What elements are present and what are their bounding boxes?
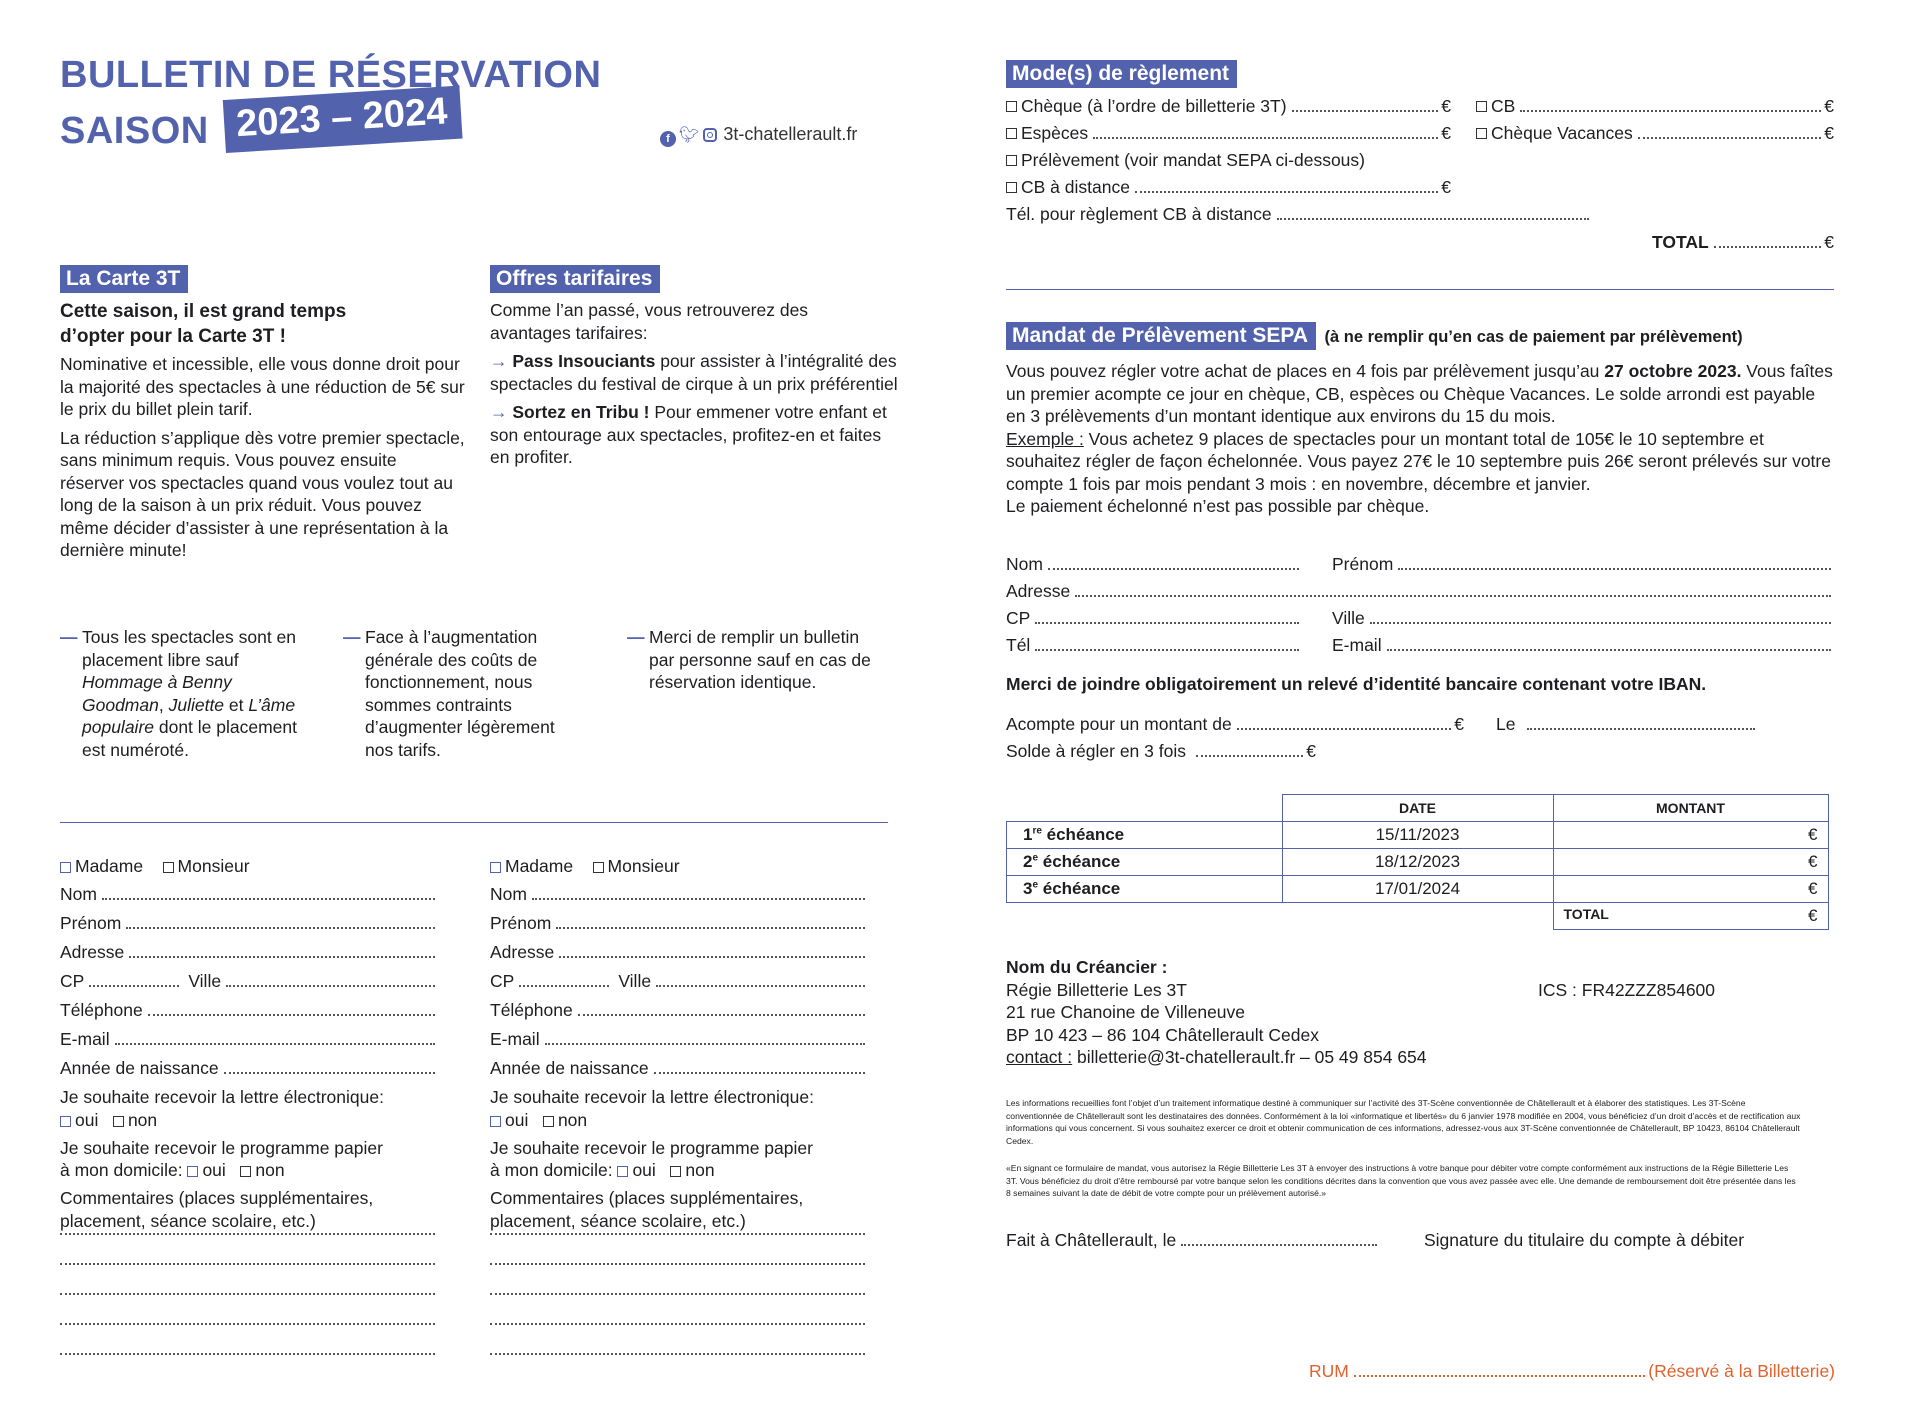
note-tarifs: — Face à l’augmentation générale des coûts de fonctionnement, nous sommes contraints d’augmenter légèrement nos tarifs. bbox=[343, 627, 555, 760]
offres-heading: Offres tarifaires bbox=[490, 265, 660, 293]
montant-cell[interactable]: € bbox=[1553, 875, 1828, 902]
reglement-left bbox=[1006, 95, 1451, 203]
sepa-cp-field[interactable]: CP bbox=[1006, 607, 1302, 634]
cb-distance-option[interactable]: CB à distance € bbox=[1006, 176, 1451, 203]
offres-item-pass: → Pass Insouciants pour assister à l’intégralité des spectacles du festival de cirque à un prix préférentiel bbox=[490, 351, 898, 394]
note-bulletin: — Merci de remplir un bulletin par personne sauf en cas de réservation identique. bbox=[627, 627, 871, 692]
table-total[interactable]: TOTAL € bbox=[1553, 902, 1828, 929]
prelevement-option[interactable]: Prélèvement (voir mandat SEPA ci-dessous) bbox=[1006, 149, 1451, 176]
acompte-date-field[interactable]: Le bbox=[1496, 713, 1758, 740]
lettre-non-checkbox[interactable] bbox=[113, 1116, 124, 1127]
montant-cell[interactable]: € bbox=[1553, 848, 1828, 875]
nom-field[interactable]: Nom bbox=[60, 883, 438, 912]
acompte-field[interactable]: Acompte pour un montant de € bbox=[1006, 714, 1464, 734]
sepa-ville-field[interactable]: Ville bbox=[1332, 607, 1834, 634]
montant-header: MONTANT bbox=[1553, 795, 1828, 822]
contact-link[interactable]: billetterie@3t-chatellerault.fr – 05 49 854 654 bbox=[1072, 1047, 1427, 1067]
signature-block bbox=[1006, 1229, 1836, 1252]
madame-checkbox[interactable] bbox=[60, 862, 71, 873]
table-row: 2e échéance 18/12/2023 € bbox=[1007, 848, 1829, 875]
offres-section bbox=[490, 265, 900, 469]
sepa-heading-wrap bbox=[1006, 322, 1743, 350]
website-link[interactable]: 3t-chatellerault.fr bbox=[723, 124, 858, 144]
prenom-field[interactable]: Prénom bbox=[60, 912, 438, 941]
person-form-2: Madame Monsieur Nom Prénom Adresse CP Ville Téléphone E-mail Année de naissance Je souhaite recevoir la lettre électronique: oui non Je souhaite recevoir le programme papier à mon domicile: oui non Commentaires (places supplémentaires, placement, séance scolaire, etc.) bbox=[490, 855, 868, 1382]
telephone-field[interactable]: Téléphone bbox=[60, 999, 438, 1028]
fait-field[interactable]: Fait à Châtellerault, le bbox=[1006, 1229, 1380, 1252]
lettre-label: Je souhaite recevoir la lettre électronique: bbox=[490, 1087, 814, 1107]
sepa-subheading: (à ne remplir qu’en cas de paiement par prélèvement) bbox=[1324, 328, 1743, 346]
adresse-field[interactable]: Adresse bbox=[490, 941, 868, 970]
lettre-oui-checkbox[interactable] bbox=[60, 1116, 71, 1127]
cp-ville-field[interactable]: CP Ville bbox=[490, 970, 868, 999]
programme-oui-checkbox[interactable] bbox=[187, 1166, 198, 1177]
especes-option[interactable]: Espèces € bbox=[1006, 122, 1451, 149]
cb-option[interactable]: CB € bbox=[1476, 95, 1834, 122]
page-title-line2: SAISON bbox=[60, 110, 209, 152]
nom-field[interactable]: Nom bbox=[490, 883, 868, 912]
email-field[interactable]: E-mail bbox=[490, 1028, 868, 1057]
annee-field[interactable]: Année de naissance bbox=[60, 1057, 438, 1086]
sepa-email-field[interactable]: E-mail bbox=[1332, 634, 1834, 661]
madame-checkbox[interactable] bbox=[490, 862, 501, 873]
sepa-prenom-field[interactable]: Prénom bbox=[1332, 553, 1834, 580]
monsieur-checkbox[interactable] bbox=[593, 862, 604, 873]
commentaires-field[interactable] bbox=[60, 1232, 438, 1382]
prenom-field[interactable]: Prénom bbox=[490, 912, 868, 941]
tel-cb-field[interactable]: Tél. pour règlement CB à distance bbox=[1006, 203, 1592, 226]
offres-intro: Comme l’an passé, vous retrouverez des avantages tarifaires: bbox=[490, 300, 809, 343]
commentaires-label: Commentaires (places supplémentaires, placement, séance scolaire, etc.) bbox=[490, 1188, 804, 1231]
cheque-option[interactable]: Chèque (à l’ordre de billetterie 3T) € bbox=[1006, 95, 1451, 122]
creancier-block: Nom du Créancier : Régie Billetterie Les 3T 21 rue Chanoine de Villeneuve BP 10 423 – 86 104 Châtellerault Cedex contact : billetterie@3t-chatellerault.fr – 05 49 854 654 bbox=[1006, 957, 1427, 1067]
season-label: 2023 – 2024 bbox=[223, 86, 463, 153]
instagram-icon[interactable] bbox=[703, 128, 717, 142]
page-title-line1: BULLETIN DE RÉSERVATION bbox=[60, 54, 602, 96]
annee-field[interactable]: Année de naissance bbox=[490, 1057, 868, 1086]
lettre-label: Je souhaite recevoir la lettre électronique: bbox=[60, 1087, 384, 1107]
carte3t-heading: La Carte 3T bbox=[60, 265, 188, 293]
season-badge bbox=[226, 90, 463, 153]
lettre-non-checkbox[interactable] bbox=[543, 1116, 554, 1127]
programme-oui-checkbox[interactable] bbox=[617, 1166, 628, 1177]
montant-cell[interactable]: € bbox=[1553, 821, 1828, 848]
lettre-oui-checkbox[interactable] bbox=[490, 1116, 501, 1127]
date-header: DATE bbox=[1282, 795, 1553, 822]
reglement-right bbox=[1476, 95, 1834, 149]
legal-notice-2: «En signant ce formulaire de mandat, vous autorisez la Régie Billetterie Les 3T à envoyer des instructions à votre banque pour débiter votre compte conformément aux instructions de la Régie Billetterie Les 3T. Vous bénéficiez du droit d’être remboursé par votre banque selon les conditions décrites dans la convention que vous avez passée avec elle. Une demande de remboursement doit être présentée dans les 8 semaines suivant la date de débit de votre compte pour un prélèvement autorisé.» bbox=[1006, 1163, 1796, 1198]
monsieur-checkbox[interactable] bbox=[163, 862, 174, 873]
sepa-adresse-field[interactable]: Adresse bbox=[1006, 580, 1834, 607]
social-links bbox=[660, 124, 857, 147]
sepa-tel-field[interactable]: Tél bbox=[1006, 634, 1302, 661]
email-field[interactable]: E-mail bbox=[60, 1028, 438, 1057]
sepa-heading: Mandat de Prélèvement SEPA bbox=[1006, 322, 1316, 350]
carte3t-section bbox=[60, 265, 465, 562]
telephone-field[interactable]: Téléphone bbox=[490, 999, 868, 1028]
programme-non-checkbox[interactable] bbox=[670, 1166, 681, 1177]
programme-non-checkbox[interactable] bbox=[240, 1166, 251, 1177]
facebook-icon[interactable]: f bbox=[660, 131, 676, 147]
person-form-1: Madame Monsieur Nom Prénom Adresse CP Ville Téléphone E-mail Année de naissance Je souhaite recevoir la lettre électronique: oui non Je souhaite recevoir le programme papier à mon domicile: oui non Commentaires (places supplémentaires, placement, séance scolaire, etc.) bbox=[60, 855, 438, 1382]
carte3t-lead: Cette saison, il est grand temps d’opter pour la Carte 3T ! bbox=[60, 301, 347, 348]
programme-label: Je souhaite recevoir le programme papier bbox=[60, 1137, 383, 1158]
solde-field[interactable]: Solde à régler en 3 fois € bbox=[1006, 741, 1316, 761]
cheque-vacances-option[interactable]: Chèque Vacances € bbox=[1476, 122, 1834, 149]
reglement-heading: Mode(s) de règlement bbox=[1006, 60, 1237, 88]
programme-label: Je souhaite recevoir le programme papier bbox=[490, 1137, 813, 1158]
signature-label: Signature du titulaire du compte à débiter bbox=[1424, 1230, 1745, 1250]
carte3t-para2: La réduction s’applique dès votre premier spectacle, sans minimum requis. Vous pouvez ensuite réserver vos spectacles quand vous voulez tout au long de la saison à un prix réduit. Vous pouvez même décider d’assister à une représentation à la dernière minute! bbox=[60, 427, 465, 561]
sepa-identity-form bbox=[1006, 553, 1834, 661]
carte3t-para1: Nominative et incessible, elle vous donne droit pour la majorité des spectacles à une réduction de 5€ sur le prix du billet plein tarif. bbox=[60, 354, 465, 420]
sepa-nom-field[interactable]: Nom bbox=[1006, 553, 1302, 580]
arrow-icon: → bbox=[490, 402, 508, 423]
cp-ville-field[interactable]: CP Ville bbox=[60, 970, 438, 999]
table-row: 3e échéance 17/01/2024 € bbox=[1007, 875, 1829, 902]
acompte-block bbox=[1006, 713, 1766, 767]
ics-code: ICS : FR42ZZZ854600 bbox=[1538, 980, 1716, 1000]
arrow-icon: → bbox=[490, 351, 508, 372]
commentaires-label: Commentaires (places supplémentaires, placement, séance scolaire, etc.) bbox=[60, 1188, 374, 1231]
rum-field[interactable]: RUM (Réservé à la Billetterie) bbox=[1309, 1361, 1835, 1381]
reglement-total[interactable]: TOTAL € bbox=[1652, 232, 1834, 252]
adresse-field[interactable]: Adresse bbox=[60, 941, 438, 970]
divider bbox=[1006, 289, 1834, 290]
twitter-icon[interactable]: 🐦︎ bbox=[679, 127, 700, 144]
sepa-description: Vous pouvez régler votre achat de places en 4 fois par prélèvement jusqu’au 27 octobre 2023. Vous faîtes un premier acompte ce jour en chèque, CB, espèces ou Chèque Vacances. Le solde arrondi est payable en 3 prélèvements d’un montant identique aux environs du 15 du mois. Exemple : Vous achetez 9 places de spectacles pour un montant total de 105€ le 10 septembre et souhaitez régler de façon échelonnée. Vous payez 27€ le 10 septembre puis 26€ seront prélevés sur votre compte 1 fois par mois pendant 3 mois : en novembre, décembre et janvier. Le paiement échelonné n’est pas possible par chèque. bbox=[1006, 361, 1833, 516]
note-placement: — Tous les spectacles sont en placement libre sauf Hommage à Benny Goodman, Juliette et L’âme populaire dont le placement est numéroté. bbox=[60, 627, 298, 760]
commentaires-field[interactable] bbox=[490, 1232, 868, 1382]
reglement-heading-wrap bbox=[1006, 60, 1237, 88]
rib-notice: Merci de joindre obligatoirement un relevé d’identité bancaire contenant votre IBAN. bbox=[1006, 674, 1707, 694]
legal-notice-1: Les informations recueillies font l’objet d’un traitement informatique destiné à communiquer sur l’activité des 3T-Scène conventionnée de Châtellerault et à élaborer des statistiques. Les 3T-Scène conventionnée de Châtellerault sont les destinataires des données. Conformément à la loi «informatique et libertés» du 6 janvier 1978 modifiée en 2004, vous bénéficiez d’un droit d’accès et de rectification aux informations qui vous concernent. Si vous souhaitez exercer ce droit et obtenir communication de ces informations, adressez-vous aux 3T-Scène conventionnée de Châtellerault, BP 10423, 86104 Châtellerault Cedex. bbox=[1006, 1098, 1801, 1146]
echeance-table bbox=[1006, 794, 1829, 930]
divider bbox=[60, 822, 888, 823]
offres-item-tribu: → Sortez en Tribu ! Pour emmener votre enfant et son entourage aux spectacles, profitez-en et faites en profiter. bbox=[490, 402, 887, 468]
table-row: 1re échéance 15/11/2023 € bbox=[1007, 821, 1829, 848]
